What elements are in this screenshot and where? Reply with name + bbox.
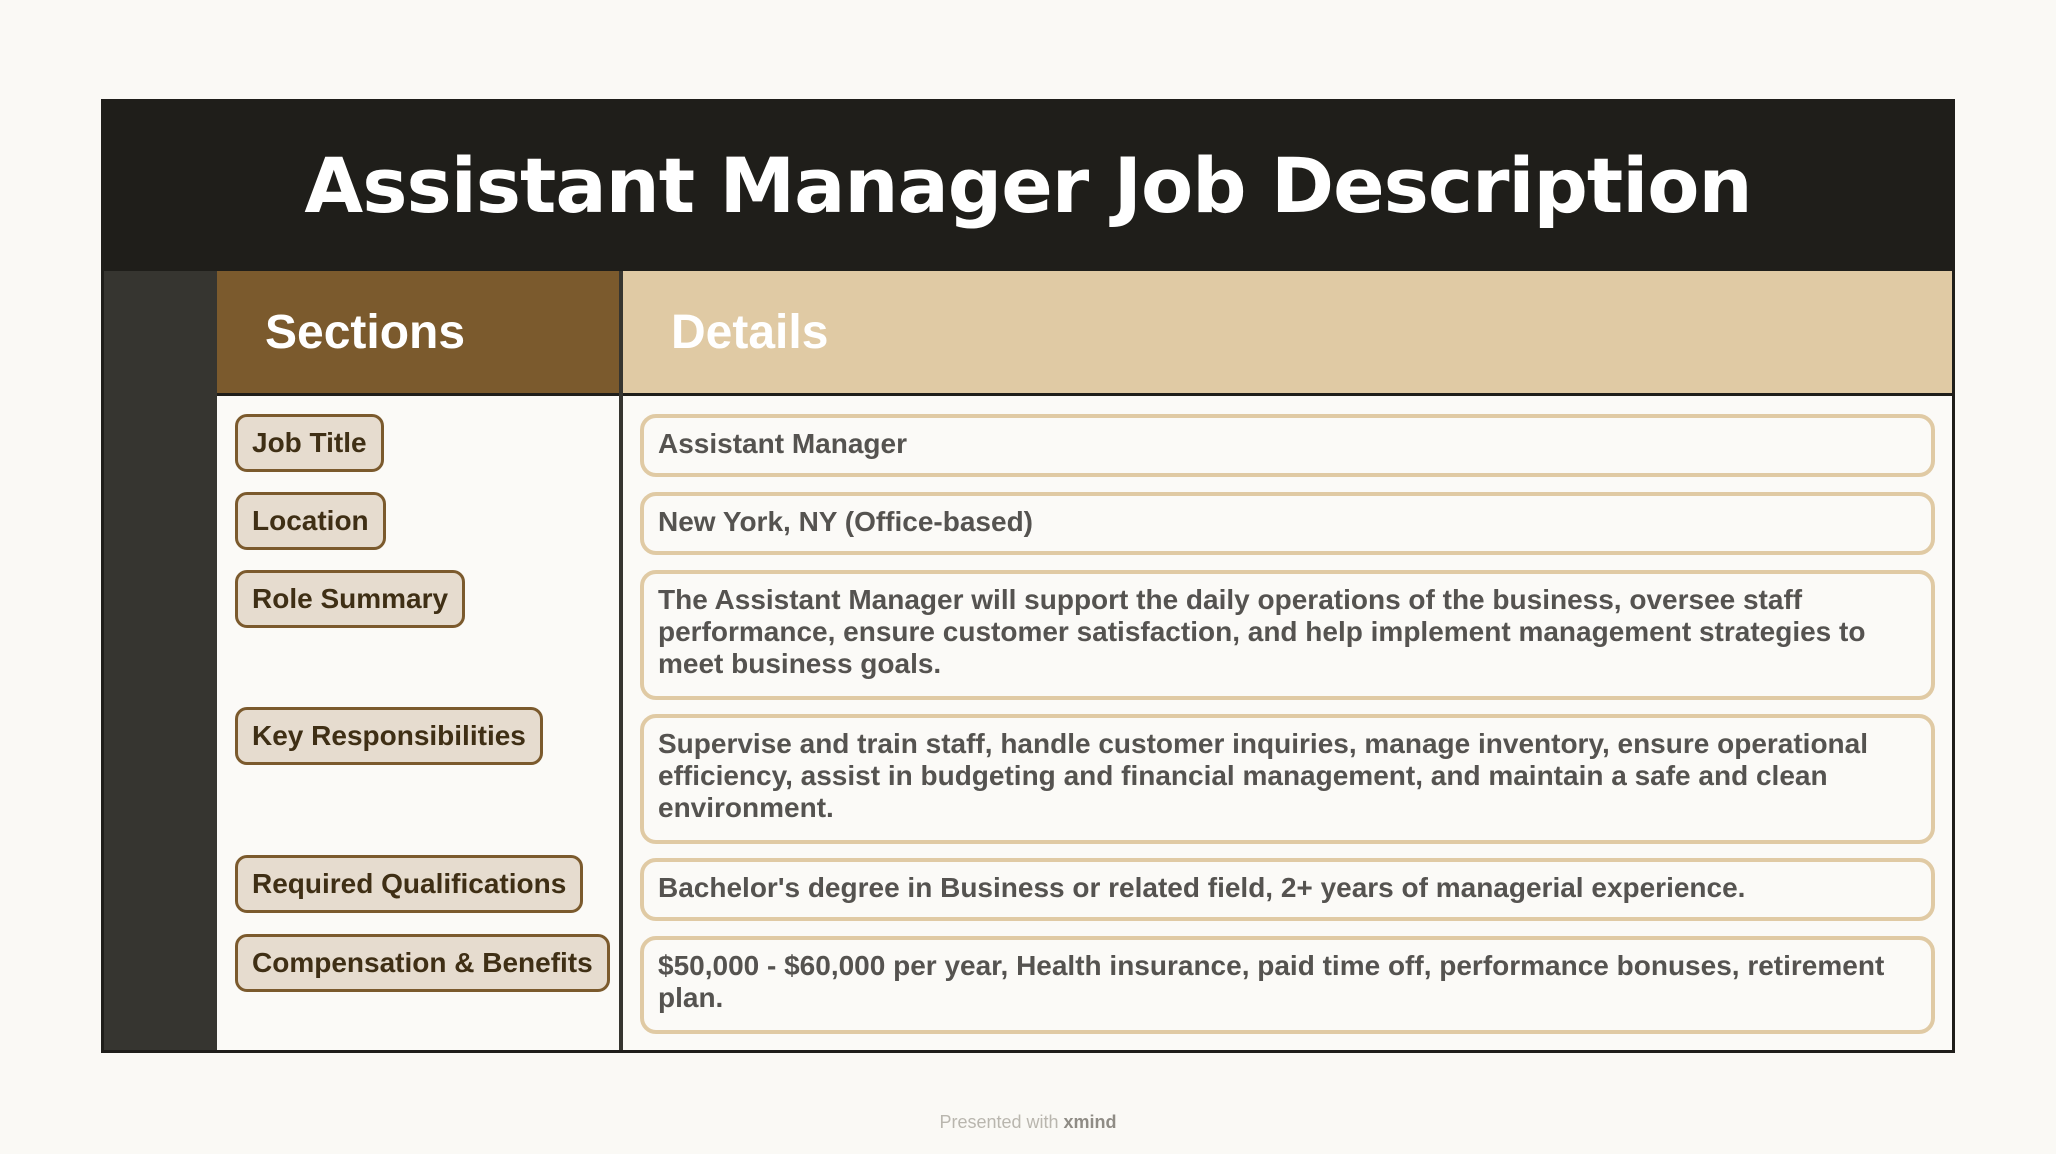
detail-compensation-benefits[interactable]: $50,000 - $60,000 per year, Health insurance, paid time off, performance bonuses, retirement plan.	[640, 936, 1935, 1034]
section-pill-role-summary[interactable]: Role Summary	[235, 570, 465, 628]
header-divider	[623, 393, 1952, 396]
detail-required-qualifications[interactable]: Bachelor's degree in Business or related field, 2+ years of managerial experience.	[640, 858, 1935, 921]
detail-location[interactable]: New York, NY (Office-based)	[640, 492, 1935, 555]
detail-role-summary[interactable]: The Assistant Manager will support the daily operations of the business, oversee staff performance, ensure customer satisfaction, and help implement management strategies to meet business goals.	[640, 570, 1935, 700]
section-pill-key-responsibilities[interactable]: Key Responsibilities	[235, 707, 543, 765]
table-body	[104, 271, 1952, 1050]
footer-brand: xmind	[1063, 1112, 1117, 1132]
header-divider	[217, 393, 619, 396]
presented-with-footer	[0, 1112, 2056, 1133]
section-pill-location[interactable]: Location	[235, 492, 386, 550]
section-pill-job-title[interactable]: Job Title	[235, 414, 384, 472]
details-header: Details	[623, 271, 1952, 393]
page-title: Assistant Manager Job Description	[304, 140, 1752, 230]
sections-column	[217, 271, 619, 1050]
detail-key-responsibilities[interactable]: Supervise and train staff, handle customer inquiries, manage inventory, ensure operational efficiency, assist in budgeting and financial management, and maintain a safe and clean environment.	[640, 714, 1935, 844]
section-pill-required-qualifications[interactable]: Required Qualifications	[235, 855, 583, 913]
detail-job-title[interactable]: Assistant Manager	[640, 414, 1935, 477]
section-pill-compensation-benefits[interactable]: Compensation & Benefits	[235, 934, 610, 992]
sections-header: Sections	[217, 271, 619, 393]
job-description-table	[101, 99, 1955, 1053]
details-column	[623, 271, 1952, 1050]
footer-prefix: Presented with	[939, 1112, 1059, 1132]
